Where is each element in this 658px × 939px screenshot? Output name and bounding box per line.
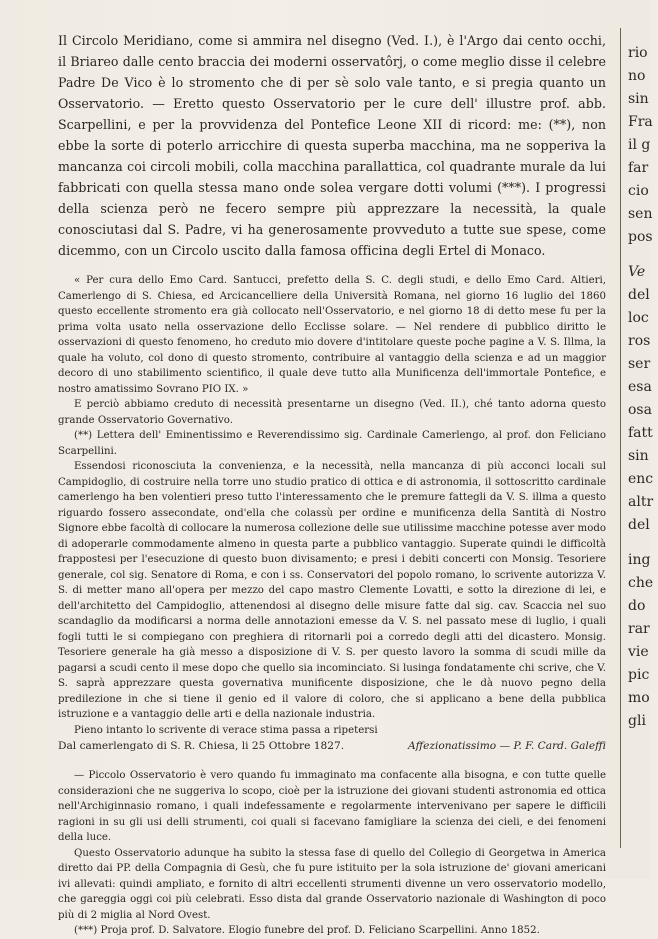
main-paragraph-text: Il Circolo Meridiano, come si ammira nel disegno (Ved. I.), è l'Argo dai cento occhi, il Briareo dalle cento braccia dei moderni osservatôrj, o come meglio disse il celebre Padre De Vico è lo stromento che di per sè solo vale tanto, e si pregia quanto un Osservatorio. — Eretto questo Osservatorio per le cure dell' illustre prof. abb. Scarpellini, e per la provvidenza del Pontefice Leone XII di ricord: me: (**), non ebbe la sorte di poterlo arricchire di questa superba macchina, ma ne sopperiva la mancanza coi circoli mobili, colla macchina parallattica, col quadrante murale da lui fabbricati con quella stessa mano onde solea vergare dotti volumi (***). I progressi della scienza però ne fecero sempre più apprezzare la necessità, la quale conosciutasi dal S. Padre, vi ha generosamente provveduto a tutte sue spese, come dicemmo, con un Circolo uscito dalla famosa officina degli Ertel di Monaco. bbox=[58, 33, 606, 258]
small-observatory-paragraph: — Piccolo Osservatorio è vero quando fu immaginato ma confacente alla bisogna, e con tutte quelle considerazioni che ne suggeriva lo scopo, cioè per la istruzione dei giovani studenti astronomia ed ottica nell'Archiginnasio romano, i quali indefessamente e regolarmente intervenivano per sapere le difficili ragioni in su gli usi delli strumenti, coi quali si facevano famigliare la scienza dei cieli, e dei fenomeni della luce. bbox=[58, 770, 606, 843]
footnote-block bbox=[58, 273, 606, 754]
margin-fragment: loc bbox=[628, 310, 649, 326]
margin-fragment: vie bbox=[628, 644, 649, 660]
footnote-quote-2: E perciò abbiamo creduto di necessità presentarne un disegno (Ved. II.), ché tanto adorna questo grande Osservatorio Governativo. bbox=[58, 399, 606, 426]
margin-fragment: no bbox=[628, 68, 646, 84]
margin-fragment: Ve bbox=[628, 264, 646, 280]
margin-fragment: sin bbox=[628, 91, 649, 107]
margin-fragment: mo bbox=[628, 690, 650, 706]
main-column bbox=[58, 30, 606, 939]
margin-fragment: il g bbox=[628, 137, 651, 153]
margin-fragment: rio bbox=[628, 45, 648, 61]
margin-fragment: del bbox=[628, 287, 650, 303]
footnote-quote: « Per cura dello Emo Card. Santucci, prefetto della S. C. degli studi, e dello Emo Card. Altieri, Camerlengo di S. Chiesa, ed Arcicancelliere della Università Romana, nel giorno 16 luglio del 1860 questo eccellente stromento era già collocato nell'Osservatorio, e nel giorno 18 di detto mese fu per la prima volta usato nella osservazione dello Ecclisse solare. — Nel rendere di pubblico diritto le osservazioni di questo fenomeno, ho creduto mio dovere d'intitolare queste poche pagine a V. S. Illma, la quale ha voluto, col dono di questo stromento, contribuire al vantaggio della scienza e ad un maggior decoro di uno stabilimento scientifico, il quale deve tutto alla Munificenza dell'immortale Pontefice, e nostro amatissimo Sovrano PIO IX. » bbox=[58, 275, 606, 395]
margin-fragment: gli bbox=[628, 713, 646, 729]
column-divider bbox=[620, 28, 621, 848]
margin-fragment: cio bbox=[628, 183, 649, 199]
margin-fragment: che bbox=[628, 575, 654, 591]
margin-fragment: far bbox=[628, 160, 649, 176]
margin-fragment: enc bbox=[628, 471, 654, 487]
margin-fragment: pic bbox=[628, 667, 650, 683]
margin-fragment: sen bbox=[628, 206, 653, 222]
margin-fragment: fatt bbox=[628, 425, 653, 441]
footnote-3: (***) Proja prof. D. Salvatore. Elogio funebre del prof. D. Feliciano Scarpellini. Anno 1852. bbox=[74, 925, 540, 936]
footnote-block-2 bbox=[58, 768, 606, 939]
margin-fragment: esa bbox=[628, 379, 652, 395]
main-paragraph bbox=[58, 30, 606, 261]
sign-left: Dal camerlengato di S. R. Chiesa, li 25 Ottobre 1827. bbox=[58, 740, 345, 752]
margin-fragment: osa bbox=[628, 402, 652, 418]
closing-line: Pieno intanto lo scrivente di verace stima passa a ripetersi bbox=[74, 724, 378, 736]
margin-fragment: ser bbox=[628, 356, 651, 372]
facing-page-margin bbox=[628, 42, 658, 733]
margin-fragment: sin bbox=[628, 448, 649, 464]
margin-fragment: del bbox=[628, 517, 650, 533]
margin-fragment: altr bbox=[628, 494, 654, 510]
margin-fragment: ing bbox=[628, 552, 651, 568]
margin-fragment: ros bbox=[628, 333, 651, 349]
margin-fragment: do bbox=[628, 598, 646, 614]
footnote-2-body: Essendosi riconosciuta la convenienza, e la necessità, nella mancanza di più acconci locali sul Campidoglio, di costruire nella torre uno studio pratico di ottica e di astronomia, il sottoscritto cardinale camerlengo ha ben volentieri preso tutto l'interessamento che le premure fattegli da V. S. illma a questo riguardo fossero assecondate, ond'ella che colassù per ordine e munificenza della Santità di Nostro Signore ebbe facoltà di collocare la numerosa collezione delle sue utilissime macchine potesse aver modo di adoperarle commodamente almeno in questa parte a pubblico vantaggio. Superate quindi le difficoltà frappostesi per l'esecuzione di questo buon divisamento; e presi i debiti concerti con Monsig. Tesoriere generale, col sig. Senatore di Roma, e con i ss. Conservatori del popolo romano, lo scrivente autorizza V. S. di metter mano all'opera per mezzo del capo mastro Clemente Lovatti, e sotto la direzione di lei, e dell'architetto del Campidoglio, attenendosi al disegno delle misure fatte dal sig. cav. Scaccia nel suo scandaglio da modificarsi a norma delle annotazioni emesse da V. S. nel passato mese di luglio, i quali fogli tutti le si compiegano con preghiera di ritornarli poi a corredo degli atti del dicastero. Monsig. Tesoriere generale ha già messo a disposizione di V. S. per questo lavoro la somma di scudi mille da pagarsi a scudi cento il mese dopo che quello sia incominciato. Si lusinga fondatamente chi scrive, che V. S. saprà apprezzare questa governativa munificente disposizione, che le dà nuovo pegno della predilezione in che si tiene il genio ed il valore di coloro, che si applicano a bene della pubblica istruzione e a vantaggio delle arti e della nazionale industria. bbox=[58, 461, 606, 720]
sign-right: Affezionatissimo — P. F. Card. Galeffi bbox=[407, 740, 606, 752]
margin-fragment: rar bbox=[628, 621, 650, 637]
margin-fragment: Fra bbox=[628, 114, 653, 130]
margin-fragment: pos bbox=[628, 229, 653, 245]
signature-line bbox=[58, 738, 606, 754]
georgetown-paragraph: Questo Osservatorio adunque ha subito la stessa fase di quello del Collegio di Georgetwa in America diretto dai PP. della Compagnia di Gesù, che fu pure istituito per la sola istruzione de' giovani americani ivi allevati: quindi ampliato, e fornito di altri eccellenti strumenti divenne un vero osservatorio modello, che gareggia oggi coi più celebrati. Esso dista dal grande Osservatorio nazionale di Washington di poco più di 2 miglia al Nord Ovest. bbox=[58, 847, 606, 921]
footnote-2-title: (**) Lettera dell' Eminentissimo e Reverendissimo sig. Cardinale Camerlengo, al prof. don Feliciano Scarpellini. bbox=[58, 430, 606, 457]
